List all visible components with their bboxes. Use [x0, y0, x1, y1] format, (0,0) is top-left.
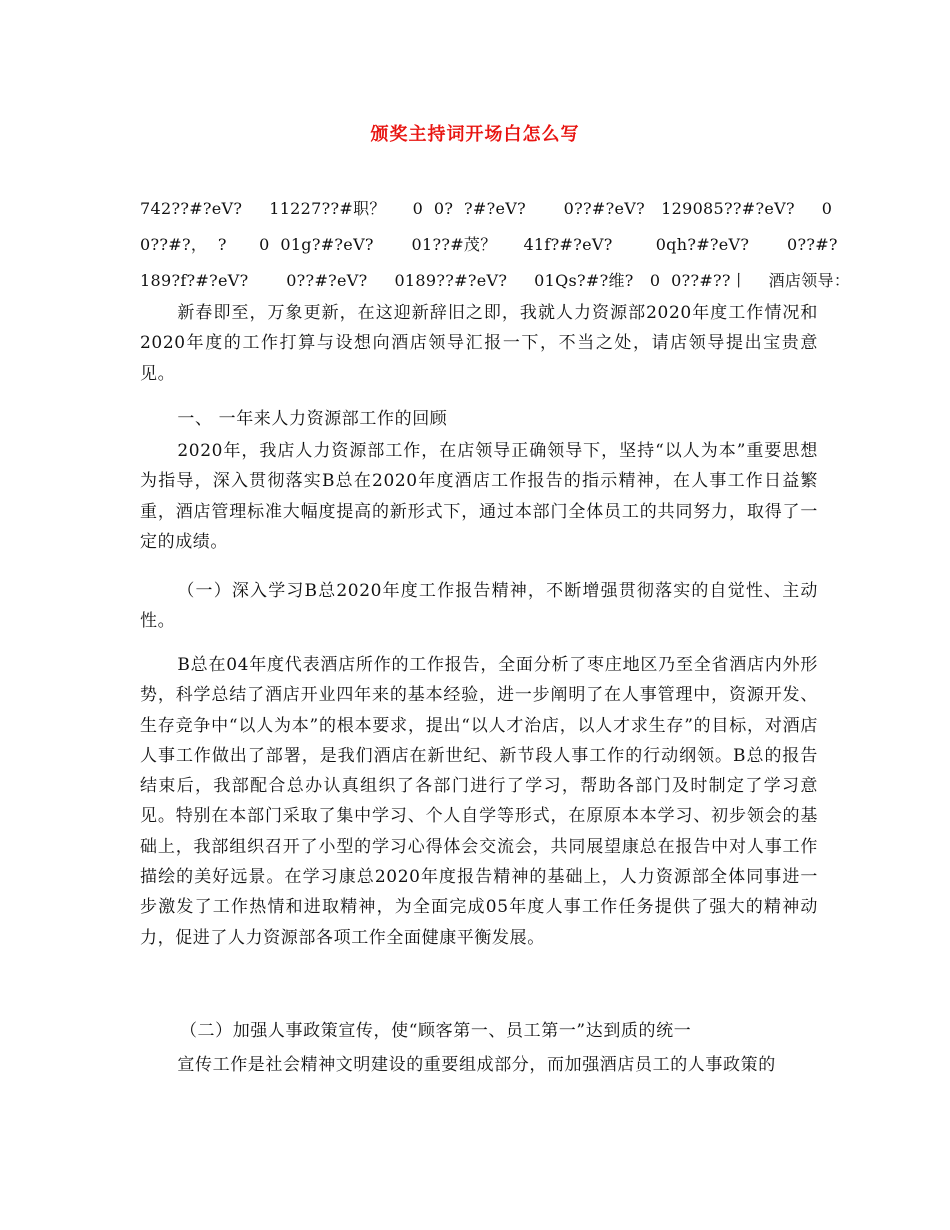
paragraph-publicity: 宣传工作是社会精神文明建设的重要组成部分，而加强酒店员工的人事政策的	[177, 1055, 776, 1075]
paragraph-review: 2020年，我店人力资源部工作，在店领导正确领导下，坚持“以人为本”重要思想为指导，深入贯彻落实B总在2020年度酒店工作报告的指示精神，在人事工作日益繁重，酒店管理标准大幅度提高的新形式下，通过本部门全体员工的共同努力，取得了一定的成绩。	[140, 441, 818, 552]
garbled-text-line-2: 0??#?， ? 0 01g?#?eV? 01??#茂？ 41f?#?eV? 0qh?#?eV? 0??#?	[140, 235, 838, 254]
paragraph-study: B总在04年度代表酒店所作的工作报告，全面分析了枣庄地区乃至全省酒店内外形势，科学总结了酒店开业四年来的基本经验，进一步阐明了在人事管理中，资源开发、生存竞争中“以人为本”的根本要求，提出“以人才治店，以人才求生存”的目标，对酒店人事工作做出了部署，是我们酒店在新世纪、新节段人事工作的行动纲领。B总的报告结束后，我部配合总办认真组织了各部门进行了学习，帮助各部门及时制定了学习意见。特别在本部门采取了集中学习、个人自学等形式，在原原本本学习、初步领会的基础上，我部组织召开了小型的学习心得体会交流会，共同展望康总在报告中对人事工作描绘的美好远景。在学习康总2020年度报告精神的基础上，人力资源部全体同事进一步激发了工作热情和进取精神，为全面完成05年度人事工作任务提供了强大的精神动力，促进了人力资源部各项工作全面健康平衡发展。	[140, 655, 818, 948]
document-title: 颁奖主持词开场白怎么写	[370, 124, 580, 145]
section-heading-review: 一、 一年来人力资源部工作的回顾	[177, 409, 448, 429]
subsection-heading-1: （一）深入学习B总2020年度工作报告精神，不断增强贯彻落实的自觉性、主动性。	[140, 581, 818, 632]
paragraph-intro: 新春即至，万象更新，在这迎新辞旧之即，我就人力资源部2020年度工作情况和2020年度的工作打算与设想向酒店领导汇报一下，不当之处，请店领导提出宝贵意见。	[140, 303, 818, 384]
garbled-text-line-3: 189?f?#?eV? 0??#?eV? 0189??#?eV? 01Qs?#?维? 0 0??#??丨 酒店领导：	[140, 271, 851, 290]
subsection-heading-2: （二）加强人事政策宣传，使“顾客第一、员工第一”达到质的统一	[179, 1021, 692, 1041]
garbled-text-line-1: 742??#?eV? 11227??#职？ 0 0? ?#?eV? 0??#?eV? 129085??#?eV? 0	[140, 199, 833, 218]
